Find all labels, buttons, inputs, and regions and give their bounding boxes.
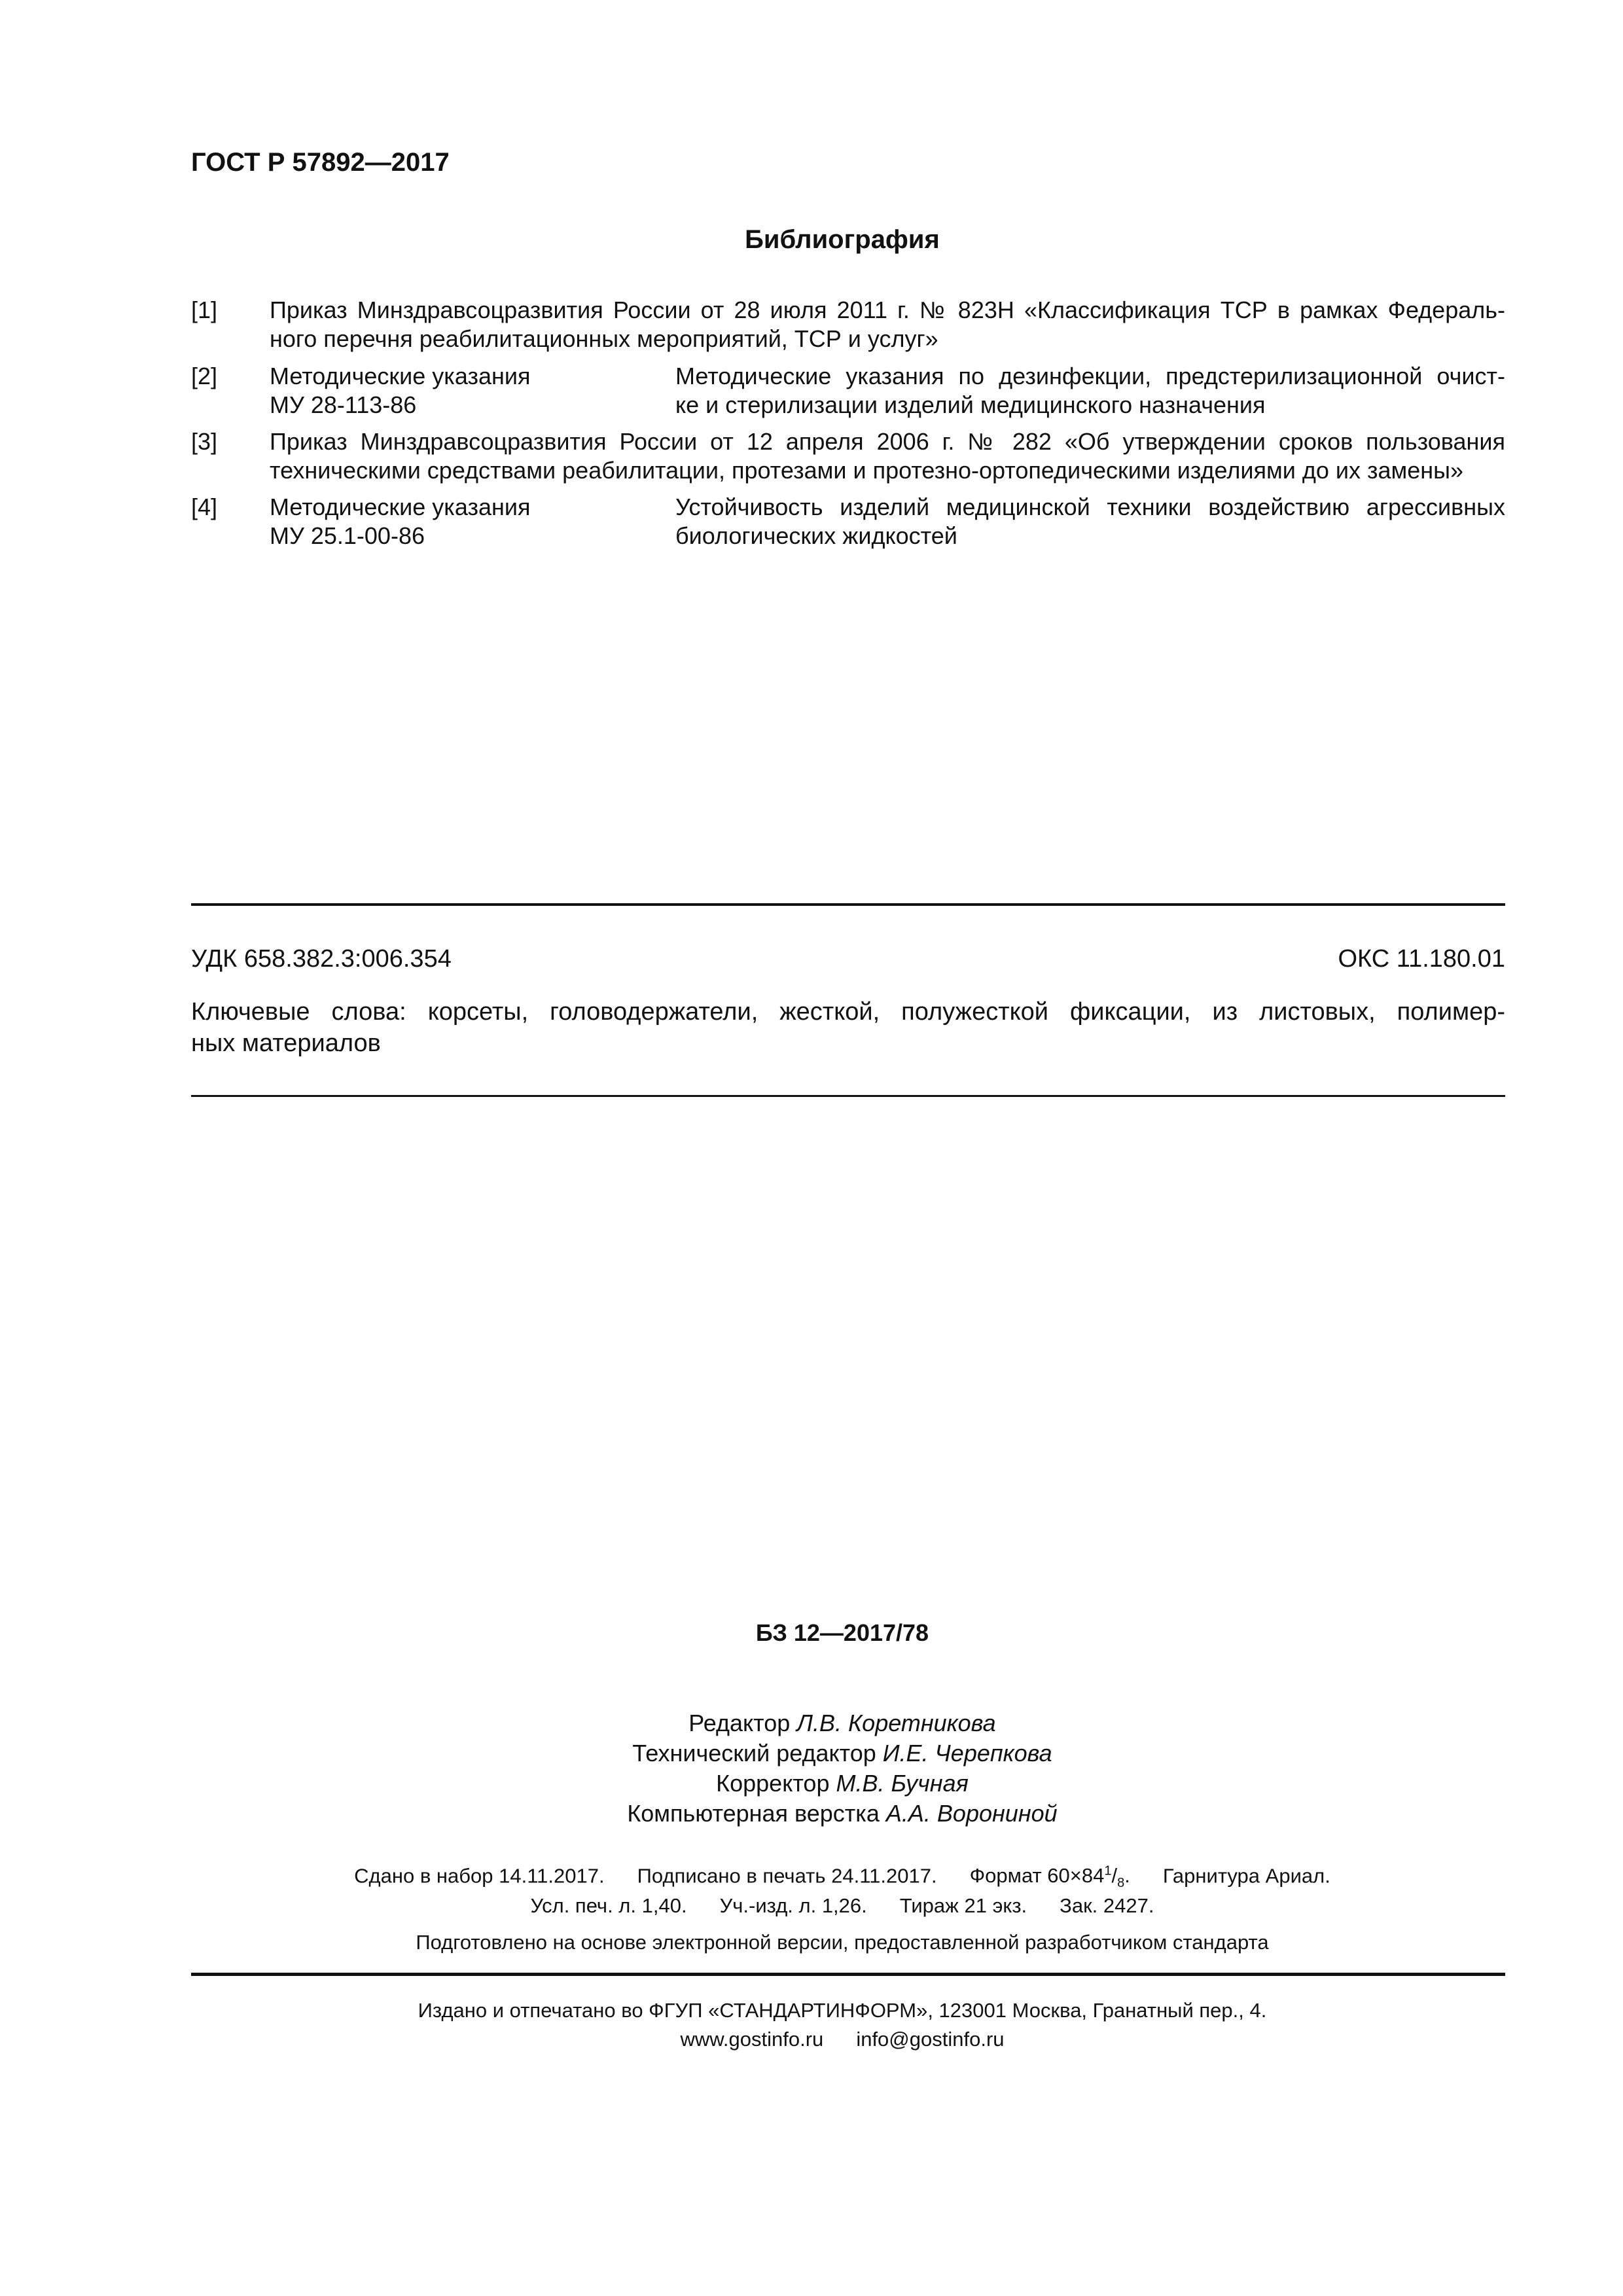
ref-doc-code: МУ 25.1-00-86: [270, 522, 425, 549]
ref-text-line: Устойчивость изделий медицинской техники воздействию агрессивных: [675, 493, 1505, 520]
keywords: [191, 996, 1505, 1059]
document-code: ГОСТ Р 57892—2017: [191, 148, 450, 177]
tech-editor-label: Технический редактор: [632, 1740, 876, 1767]
editor-line: [0, 1710, 1623, 1737]
oks-code: ОКС 11.180.01: [1338, 945, 1505, 973]
editor-label: Редактор: [688, 1710, 791, 1736]
corrector-name: М.В. Бучная: [836, 1770, 969, 1797]
ref-text-line: ке и стерилизации изделий медицинского назначения: [675, 391, 1266, 418]
order-number: Зак. 2427.: [1060, 1894, 1154, 1917]
ref-number: [3]: [191, 428, 218, 455]
divider-bottom: [191, 1095, 1505, 1097]
bibliography-title: Библиография: [745, 225, 940, 254]
ref-text-line: Методические указания по дезинфекции, предстерилизационной очист-: [675, 363, 1505, 389]
format: Формат $60\times 84^1/_8$.: [969, 1864, 1130, 1891]
ref-text-line: Приказ Минздравсоцразвития России от 28 июля 2011 г. № 823Н «Классификация ТСР в рамках Федераль-: [270, 296, 1505, 323]
prepared-note: Подготовлено на основе электронной версии, предоставленной разработчиком стандарта: [416, 1931, 1269, 1954]
format-prefix: Формат 60×84: [969, 1864, 1105, 1888]
contacts: [0, 2028, 1623, 2051]
imprint-line-1: [0, 1864, 1623, 1892]
keywords-line: Ключевые слова: корсеты, головодержатели, жесткой, полужесткой фиксации, из листовых, полимер-: [191, 998, 1505, 1026]
print-sheets: Усл. печ. л. 1,40.: [530, 1894, 687, 1917]
ref-number: [2]: [191, 363, 218, 389]
ref-text-line: техническими средствами реабилитации, протезами и протезно-ортопедическими изделиями до их замены»: [270, 457, 1464, 484]
publisher: Издано и отпечатано во ФГУП «СТАНДАРТИНФОРМ», 123001 Москва, Гранатный пер., 4.: [418, 1999, 1267, 2022]
bibliography-entry: [191, 362, 1505, 420]
format-suffix: .: [1124, 1864, 1130, 1888]
tech-editor-line: [0, 1740, 1623, 1767]
ref-doc-type: Методические указания: [270, 363, 531, 389]
format-sub: 8: [1117, 1876, 1125, 1891]
circulation: Тираж 21 экз.: [899, 1894, 1027, 1917]
signed-date: Подписано в печать 24.11.2017.: [637, 1864, 937, 1888]
keywords-line: ных материалов: [191, 1030, 381, 1057]
corrector-label: Корректор: [716, 1770, 830, 1797]
ref-doc-type: Методические указания: [270, 493, 531, 520]
editor-name: Л.В. Коретникова: [796, 1710, 996, 1736]
email-link[interactable]: info@gostinfo.ru: [856, 2028, 1005, 2051]
bibliography-entry: [191, 296, 1505, 353]
ref-number: [1]: [191, 296, 218, 323]
ref-number: [4]: [191, 493, 218, 520]
format-sup: 1: [1104, 1864, 1112, 1878]
imprint-line-2: [0, 1894, 1623, 1918]
layout-name: А.А. Ворониной: [885, 1800, 1058, 1827]
divider-top: [191, 903, 1505, 906]
pub-sheets: Уч.-изд. л. 1,26.: [719, 1894, 867, 1917]
ref-text-line: ного перечня реабилитационных мероприятий, ТСР и услуг»: [270, 325, 938, 352]
bibliography-entry: [191, 427, 1505, 485]
imprint-divider: [191, 1973, 1505, 1976]
bz-number: БЗ 12—2017/78: [755, 1619, 929, 1646]
website-link[interactable]: www.gostinfo.ru: [680, 2028, 824, 2051]
typeset-date: Сдано в набор 14.11.2017.: [354, 1864, 605, 1888]
ref-text-line: биологических жидкостей: [675, 522, 957, 549]
bibliography-entry: [191, 493, 1505, 550]
ref-doc-code: МУ 28-113-86: [270, 391, 417, 418]
font-name: Гарнитура Ариал.: [1162, 1864, 1330, 1888]
udk-code: УДК 658.382.3:006.354: [191, 945, 452, 973]
ref-text-line: Приказ Минздравсоцразвития России от 12 апреля 2006 г. № 282 «Об утверждении сроков пользования: [270, 428, 1505, 455]
tech-editor-name: И.Е. Черепкова: [882, 1740, 1052, 1767]
layout-label: Компьютерная верстка: [627, 1800, 880, 1827]
layout-line: [0, 1800, 1623, 1827]
corrector-line: [0, 1770, 1623, 1797]
